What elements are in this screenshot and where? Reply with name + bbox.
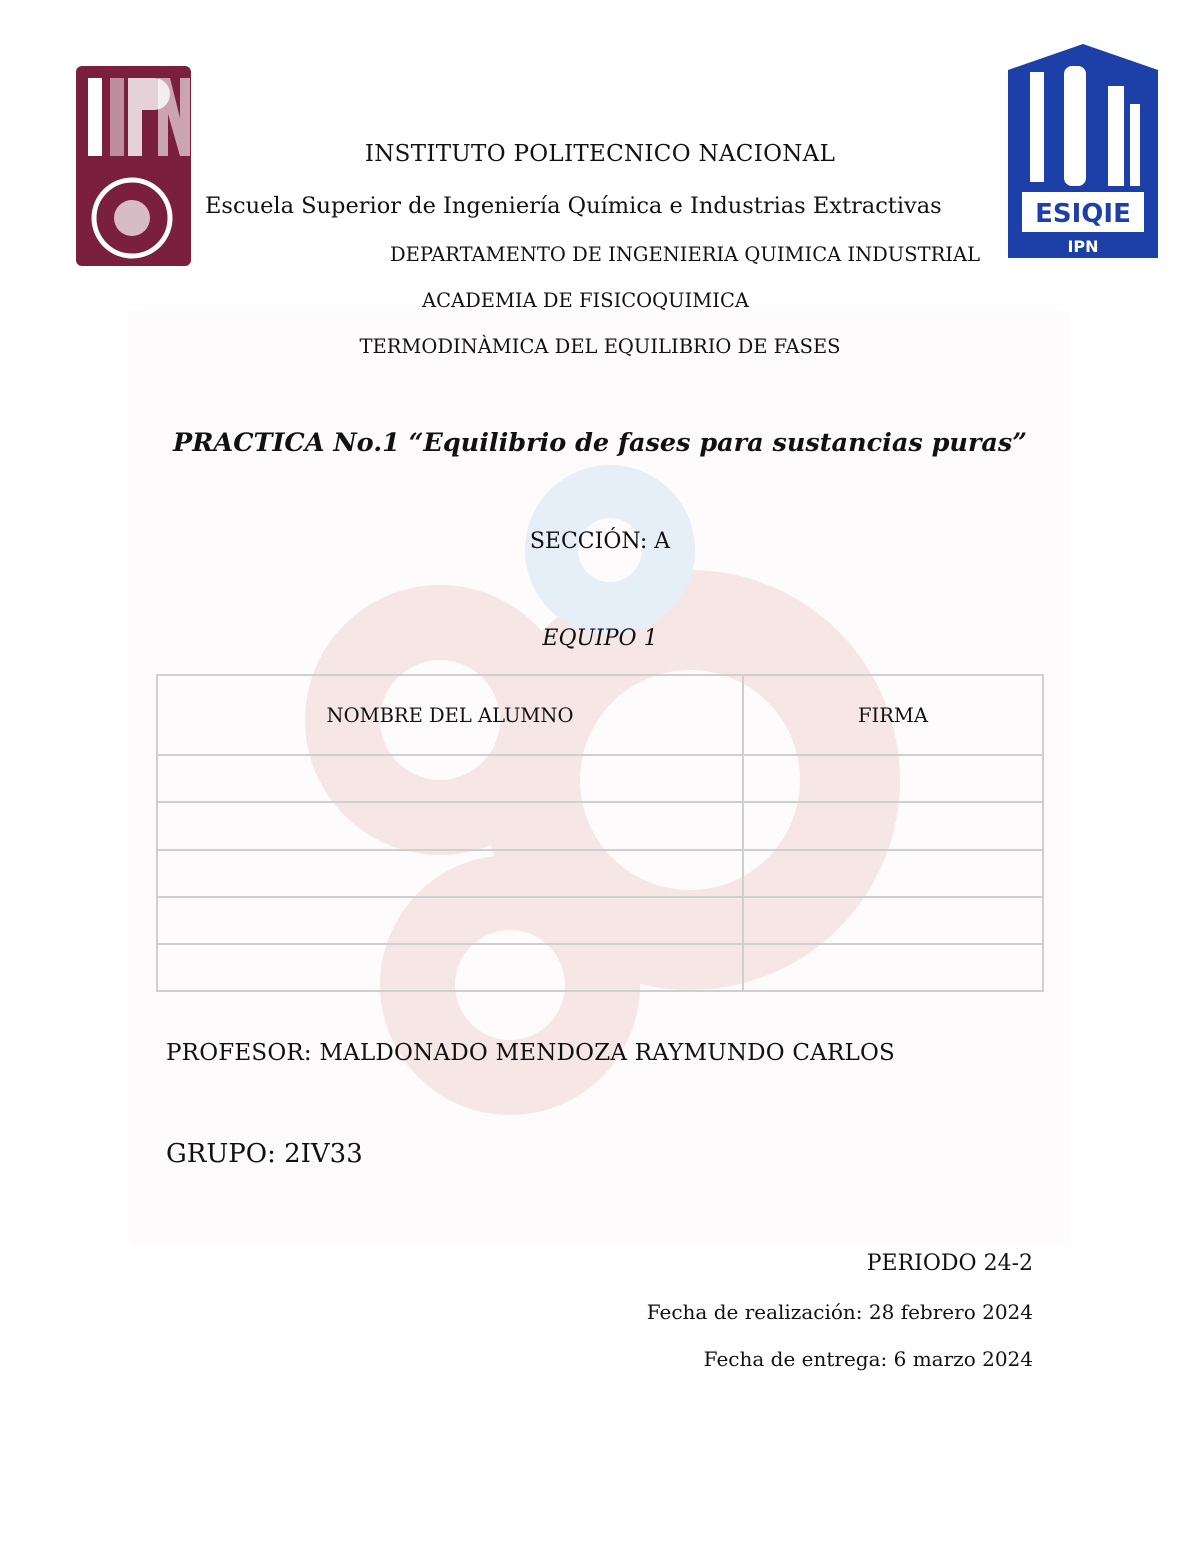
date-performed: Fecha de realización: 28 febrero 2024 bbox=[646, 1300, 1033, 1324]
header-student-name: NOMBRE DEL ALUMNO bbox=[157, 675, 743, 755]
table-row bbox=[157, 755, 1043, 802]
group-label: GRUPO: 2IV33 bbox=[166, 1139, 363, 1169]
table-header-row bbox=[157, 675, 1043, 755]
student-name-cell[interactable] bbox=[157, 755, 743, 802]
students-table bbox=[156, 674, 1044, 992]
ipn-logo bbox=[66, 58, 198, 276]
esiqie-logo-subtext: IPN bbox=[1067, 237, 1099, 256]
date-due: Fecha de entrega: 6 marzo 2024 bbox=[703, 1347, 1033, 1371]
academy-name: ACADEMIA DE FISICOQUIMICA bbox=[422, 289, 749, 312]
section-label: SECCIÓN: A bbox=[529, 529, 671, 554]
esiqie-logo-text: ESIQIE bbox=[1035, 199, 1131, 229]
professor-name: PROFESOR: MALDONADO MENDOZA RAYMUNDO CARLOS bbox=[166, 1040, 895, 1066]
student-name-cell[interactable] bbox=[157, 897, 743, 944]
student-name-cell[interactable] bbox=[157, 802, 743, 849]
signature-cell[interactable] bbox=[743, 755, 1043, 802]
course-name: TERMODINÀMICA DEL EQUILIBRIO DE FASES bbox=[359, 335, 841, 358]
signature-cell[interactable] bbox=[743, 802, 1043, 849]
table-row bbox=[157, 802, 1043, 849]
signature-cell[interactable] bbox=[743, 897, 1043, 944]
table-row bbox=[157, 850, 1043, 897]
signature-cell[interactable] bbox=[743, 850, 1043, 897]
student-name-cell[interactable] bbox=[157, 850, 743, 897]
institute-name: INSTITUTO POLITECNICO NACIONAL bbox=[364, 141, 836, 167]
signature-cell[interactable] bbox=[743, 944, 1043, 991]
team-label: EQUIPO 1 bbox=[542, 626, 658, 651]
header-signature: FIRMA bbox=[743, 675, 1043, 755]
table-row bbox=[157, 944, 1043, 991]
period-label: PERIODO 24-2 bbox=[866, 1251, 1033, 1276]
department-name: DEPARTAMENTO DE INGENIERIA QUIMICA INDUSTRIAL bbox=[390, 243, 981, 266]
practice-title: PRACTICA No.1 “Equilibrio de fases para sustancias puras” bbox=[173, 428, 1027, 458]
table-row bbox=[157, 897, 1043, 944]
school-name: Escuela Superior de Ingeniería Química e Industrias Extractivas bbox=[205, 193, 942, 219]
student-name-cell[interactable] bbox=[157, 944, 743, 991]
